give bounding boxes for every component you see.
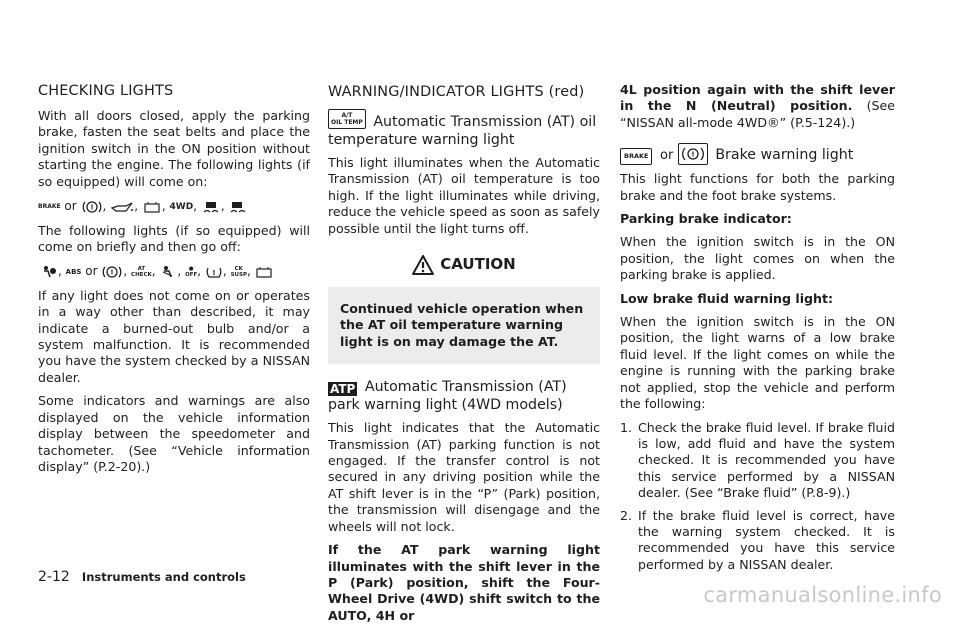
paragraph-4l-position xyxy=(620,82,895,131)
svg-text:!: ! xyxy=(691,150,695,159)
or-text: or xyxy=(64,199,77,214)
brake-warning-circle-icon xyxy=(678,143,708,165)
list-item-text: Check the brake fluid level. If brake fluid is low, add fluid and have the system checked. It is recommended you have this service performed by a NISSAN dealer. (See “Brake fluid” (P.8-9).) xyxy=(638,419,895,501)
comma: , xyxy=(58,264,62,279)
at-check-icon xyxy=(131,266,152,278)
paragraph-parking-brake: When the ignition switch is in the ON position, the light comes on when the parking brake is applied. xyxy=(620,234,895,283)
comma: , xyxy=(177,264,182,279)
comma: , xyxy=(151,264,156,279)
comma: , xyxy=(123,264,128,279)
subtitle-brake-warning xyxy=(620,143,895,165)
warning-triangle-icon xyxy=(412,255,434,275)
atp-icon: ATP xyxy=(330,382,356,397)
column-warning-lights xyxy=(328,82,600,631)
slip-off-text-icon: ● OFF xyxy=(185,265,198,278)
oil-pressure-icon xyxy=(110,200,134,214)
heading-parking-brake-indicator: Parking brake indicator: xyxy=(620,211,792,227)
page-footer xyxy=(38,569,246,585)
comma: , xyxy=(193,199,197,214)
icon-row-lights-on xyxy=(38,197,310,216)
heading-low-brake-fluid: Low brake fluid warning light: xyxy=(620,290,834,306)
svg-text:!: ! xyxy=(110,268,114,277)
paragraph-briefly: The following lights (if so equipped) will come on briefly and then go off: xyxy=(38,222,310,254)
text-4l-bold: 4L position again with the shift lever in the N (Neutral) position. xyxy=(620,82,895,114)
comma: , xyxy=(102,199,107,214)
page-number: 2-12 xyxy=(38,569,70,585)
subtitle-at-oil-temp-text: Automatic Transmission (AT) oil temperature warning light xyxy=(328,114,597,148)
tpms-icon xyxy=(205,265,223,279)
at-check-top: AT xyxy=(137,265,146,272)
list-item xyxy=(620,508,895,574)
ck-bottom: SUSP xyxy=(230,271,247,278)
subtitle-at-park-text: Automatic Transmission (AT) park warning light (4WD models) xyxy=(328,379,567,414)
svg-text:!: ! xyxy=(212,268,216,277)
paragraph-burned-out: If any light does not come on or operates in a way other than described, it may indicate a burned-out bulb and/or a system malfunction. It is recommended you have the system checked by a NISSAN dealer. xyxy=(38,287,310,385)
procedure-list xyxy=(620,420,895,574)
at-oil-icon-bottom: OIL TEMP xyxy=(331,119,363,126)
list-item-number: 2. xyxy=(620,507,633,523)
chapter-title: Instruments and controls xyxy=(81,570,246,584)
comma: , xyxy=(220,199,225,214)
comma: , xyxy=(222,264,227,279)
battery-icon xyxy=(255,265,273,279)
column-brake-warning xyxy=(620,82,895,579)
brake-text-icon: BRAKE xyxy=(620,148,652,165)
at-oil-temp-icon xyxy=(328,109,366,129)
ck-top: CK xyxy=(234,265,243,272)
brake-warning-circle-icon xyxy=(101,264,123,280)
subtitle-at-oil-temp xyxy=(328,109,600,149)
slip-indicator-icon xyxy=(201,200,221,214)
ck-susp-icon xyxy=(231,266,247,278)
caution-box xyxy=(328,251,600,364)
paragraph-low-brake-fluid: When the ignition switch is in the ON position, the light warns of a low brake fluid level. If the light comes on while the engine is running with the parking brake not applied, stop the vehicle and perform the following: xyxy=(620,314,895,412)
section-title-warning-lights: WARNING/INDICATOR LIGHTS (red) xyxy=(328,84,585,100)
section-title-checking-lights: CHECKING LIGHTS xyxy=(38,83,174,99)
svg-text:!: ! xyxy=(89,203,94,212)
watermark: carmanualsonline.info xyxy=(703,583,942,607)
list-item-number: 1. xyxy=(620,419,633,435)
or-text: or xyxy=(85,264,98,279)
seatbelt-icon xyxy=(159,265,177,279)
comma: , xyxy=(161,199,166,214)
at-oil-icon-top: A/T xyxy=(341,112,353,119)
subtitle-at-park xyxy=(328,378,600,414)
list-item-text: If the brake fluid level is correct, have the warning system checked. It is recommended you have this service performed by a NISSAN dealer. xyxy=(638,507,895,572)
comma: , xyxy=(247,264,251,279)
list-item xyxy=(620,420,895,502)
caution-text: Continued vehicle operation when the AT oil temperature warning light is on may damage the AT. xyxy=(340,301,584,349)
text-4l-reference: (See “NISSAN all-mode 4WD®” (P.5-124).) xyxy=(620,98,895,130)
airbag-icon xyxy=(38,265,58,279)
comma: , xyxy=(197,264,202,279)
column-checking-lights xyxy=(38,82,310,482)
paragraph-at-park-bold: If the AT park warning light illuminates with the shift lever in the P (Park) position, shift the Four-Wheel Drive (4WD) shift switch to the AUTO, 4H or xyxy=(328,542,600,623)
paragraph-at-oil-temp: This light illuminates when the Automatic Transmission (AT) oil temperature is too high. If the light illuminates while driving, reduce the vehicle speed as soon as safely possible until the light turns off. xyxy=(328,155,600,236)
caution-title: CAUTION xyxy=(440,255,516,274)
paragraph-intro: With all doors closed, apply the parking brake, fasten the seat belts and place the ignition switch in the ON position without starting the engine. The following lights (if so equipped) will come on: xyxy=(38,108,310,189)
comma: , xyxy=(134,199,139,214)
paragraph-at-park: This light indicates that the Automatic Transmission (AT) parking function is not engaged. If the transfer control is not secured in any driving position while the AT shift lever is in the “P” (Park) position, the transmission will disengage and the wheels will not lock. xyxy=(328,420,600,534)
icon-row-lights-briefly xyxy=(38,262,310,281)
slip-off-icon xyxy=(228,200,248,214)
brake-warning-circle-icon xyxy=(81,199,103,215)
brake-text-icon: BRAKE xyxy=(38,202,61,210)
subtitle-brake-warning-text: Brake warning light xyxy=(715,147,854,164)
abs-icon: ABS xyxy=(65,267,82,276)
paragraph-brake-functions: This light functions for both the parking brake and the foot brake systems. xyxy=(620,171,895,203)
off-label: OFF xyxy=(185,271,198,278)
at-check-bottom: CHECK xyxy=(131,271,152,278)
paragraph-info-display: Some indicators and warnings are also displayed on the vehicle information display between the speedometer and tachometer. (See “Vehicle information display” (P.2-20).) xyxy=(38,393,310,474)
or-text: or xyxy=(659,148,674,164)
fourwd-icon: 4WD xyxy=(169,201,194,212)
caution-header xyxy=(328,251,600,287)
charge-warning-icon xyxy=(142,200,162,214)
